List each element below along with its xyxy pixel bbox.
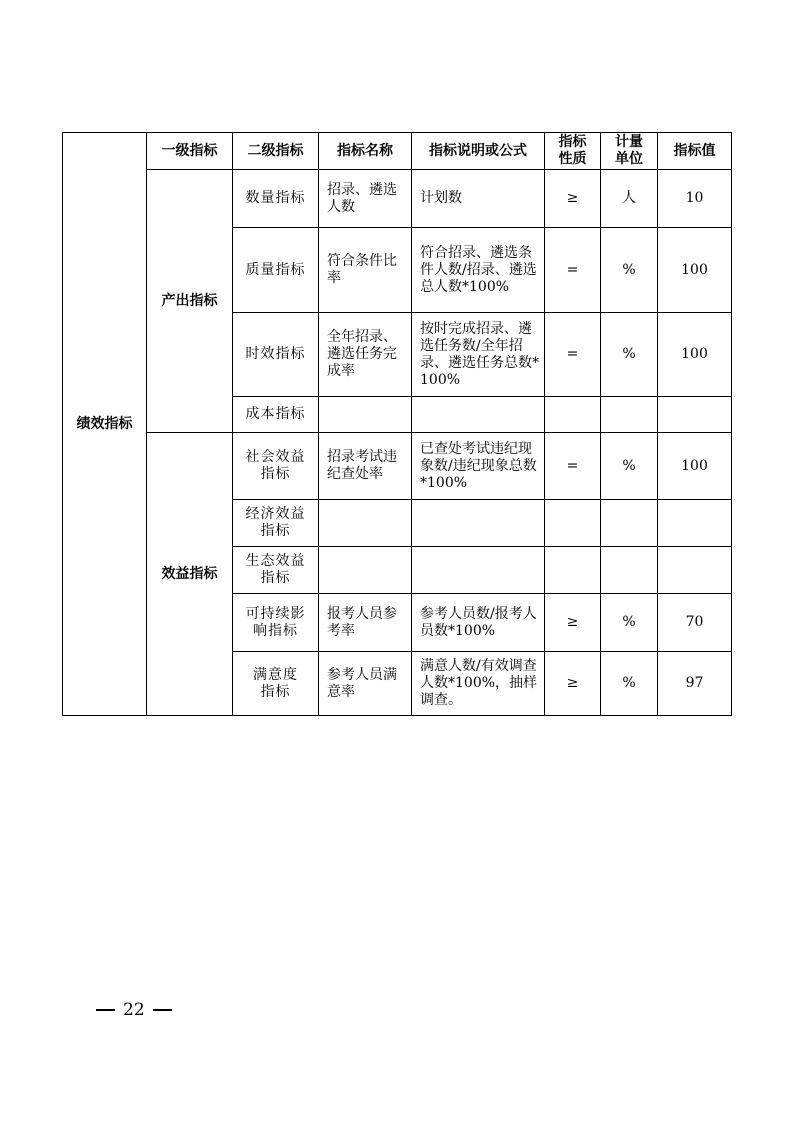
unit-cell [601, 547, 658, 594]
nature-cell [545, 547, 601, 594]
nature-cell [545, 397, 601, 433]
level2-cell: 满意度指标 [233, 652, 319, 716]
level2-cell: 质量指标 [233, 228, 319, 313]
value-cell [658, 397, 732, 433]
level2-cell: 社会效益指标 [233, 433, 319, 500]
level2-cell: 生态效益指标 [233, 547, 319, 594]
nature-cell: ≥ [545, 594, 601, 652]
level2-cell: 数量指标 [233, 170, 319, 228]
formula-cell: 参考人员数/报考人员数*100% [412, 594, 545, 652]
unit-cell [601, 500, 658, 547]
nature-cell: ≥ [545, 170, 601, 228]
name-cell [319, 397, 412, 433]
group-label-cell: 绩效指标 [63, 133, 147, 716]
nature-cell: = [545, 433, 601, 500]
nature-cell: ≥ [545, 652, 601, 716]
header-name: 指标名称 [319, 133, 412, 170]
name-cell: 招录考试违纪查处率 [319, 433, 412, 500]
name-cell [319, 500, 412, 547]
unit-cell: % [601, 313, 658, 397]
unit-cell: % [601, 594, 658, 652]
header-nature-text: 指标 性质 [558, 134, 587, 167]
level2-cell: 成本指标 [233, 397, 319, 433]
output-label-cell: 产出指标 [147, 170, 233, 433]
nature-cell: = [545, 313, 601, 397]
value-cell: 100 [658, 313, 732, 397]
nature-cell: = [545, 228, 601, 313]
name-cell [319, 547, 412, 594]
header-formula: 指标说明或公式 [412, 133, 545, 170]
value-cell: 100 [658, 228, 732, 313]
unit-cell: % [601, 652, 658, 716]
table-row [63, 433, 732, 500]
level2-cell: 经济效益指标 [233, 500, 319, 547]
value-cell: 70 [658, 594, 732, 652]
table-row [63, 170, 732, 228]
value-cell [658, 500, 732, 547]
formula-cell: 符合招录、遴选条件人数/招录、遴选总人数*100% [412, 228, 545, 313]
level2-cell: 时效指标 [233, 313, 319, 397]
footer-dash-right [153, 1009, 172, 1011]
formula-cell [412, 500, 545, 547]
header-level1: 一级指标 [147, 133, 233, 170]
header-level2: 二级指标 [233, 133, 319, 170]
formula-cell [412, 547, 545, 594]
value-cell [658, 547, 732, 594]
name-cell: 报考人员参考率 [319, 594, 412, 652]
name-cell: 招录、遴选人数 [319, 170, 412, 228]
header-unit-text: 计量 单位 [615, 134, 643, 167]
table-header-row [63, 133, 732, 170]
benefit-label-cell: 效益指标 [147, 433, 233, 716]
name-cell: 参考人员满意率 [319, 652, 412, 716]
value-cell: 97 [658, 652, 732, 716]
unit-cell [601, 397, 658, 433]
footer-dash-left [96, 1009, 115, 1011]
unit-cell: 人 [601, 170, 658, 228]
header-nature [545, 133, 601, 170]
formula-cell: 已查处考试违纪现象数/违纪现象总数*100% [412, 433, 545, 500]
value-cell: 100 [658, 433, 732, 500]
page-footer [96, 1000, 172, 1020]
performance-indicator-table [62, 132, 732, 716]
page-number: 22 [123, 1000, 145, 1020]
unit-cell: % [601, 433, 658, 500]
formula-cell: 满意人数/有效调查人数*100%，抽样调查。 [412, 652, 545, 716]
formula-cell: 计划数 [412, 170, 545, 228]
header-value: 指标值 [658, 133, 732, 170]
level2-cell: 可持续影响指标 [233, 594, 319, 652]
unit-cell: % [601, 228, 658, 313]
nature-cell [545, 500, 601, 547]
formula-cell [412, 397, 545, 433]
header-unit [601, 133, 658, 170]
name-cell: 符合条件比率 [319, 228, 412, 313]
name-cell: 全年招录、遴选任务完成率 [319, 313, 412, 397]
formula-cell: 按时完成招录、遴选任务数/全年招录、遴选任务总数*100% [412, 313, 545, 397]
value-cell: 10 [658, 170, 732, 228]
